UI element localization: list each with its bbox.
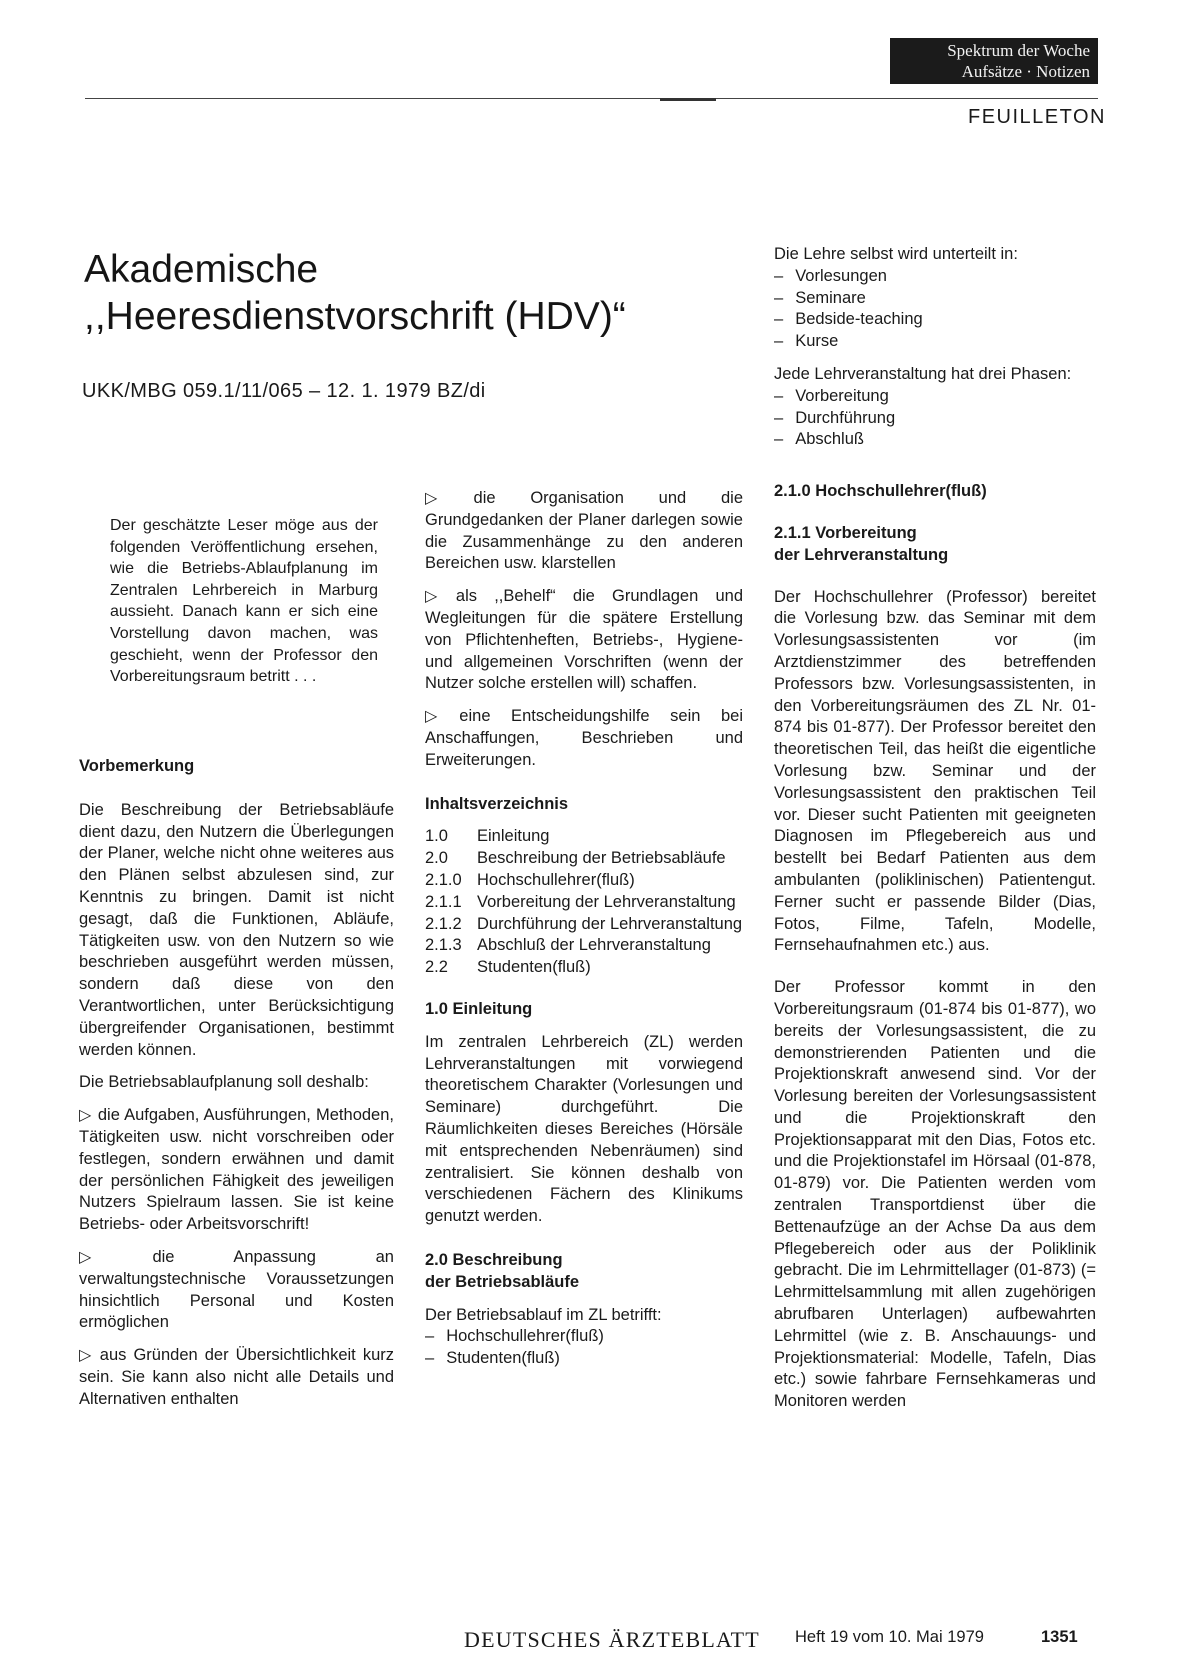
paragraph: Die Lehre selbst wird unterteilt in:	[774, 245, 1018, 263]
toc-entry	[425, 870, 743, 892]
title-line-1: Akademische	[84, 248, 319, 291]
dash-bullet-icon: –	[425, 1349, 435, 1368]
article-title	[84, 246, 626, 340]
toc-text: Studenten(fluß)	[477, 958, 591, 977]
rubric-badge	[890, 38, 1098, 84]
reference-code: UKK/MBG 059.1/11/065 – 12. 1. 1979 BZ/di	[82, 380, 486, 402]
toc-text: Abschluß der Lehrveranstaltung	[477, 936, 711, 955]
toc-number: 2.2	[425, 958, 448, 977]
toc-text: Beschreibung der Betriebsabläufe	[477, 849, 726, 868]
list-item: – Studenten(fluß)	[425, 1349, 560, 1368]
toc-number: 2.1.0	[425, 870, 462, 889]
bullet-item: ▷ als ,,Behelf“ die Grundlagen und Wegleitungen für die spätere Erstellung von Pflichtenheften, Betriebs-, Hygiene- und allgemeinen Vorschriften (wenn der Nutzer solche erstellen will) schaffen.	[425, 587, 744, 693]
list-item: – Kurse	[774, 332, 839, 351]
issue-info: Heft 19 vom 10. Mai 1979	[795, 1628, 984, 1646]
journal-name: DEUTSCHES ÄRZTEBLATT	[464, 1627, 760, 1652]
column-3	[774, 244, 1096, 1413]
triangle-bullet-icon: ▷	[425, 588, 450, 606]
heading-toc: Inhaltsverzeichnis	[425, 794, 569, 813]
title-line-2: ,,Heeresdienstvorschrift (HDV)“	[84, 295, 626, 338]
paragraph: Der Betriebsablauf im ZL betrifft:	[425, 1305, 662, 1324]
paragraph: Jede Lehrveranstaltung hat drei Phasen:	[774, 364, 1072, 383]
dash-bullet-icon: –	[774, 408, 784, 427]
toc-number: 2.1.3	[425, 936, 462, 955]
header-rule	[85, 98, 1098, 99]
heading-hochschullehrer: 2.1.0 Hochschullehrer(fluß)	[774, 482, 987, 501]
rubric-line-1: Spektrum der Woche	[947, 41, 1090, 60]
list-item: – Seminare	[774, 288, 866, 307]
list-item: – Vorlesungen	[774, 266, 887, 285]
dash-list	[774, 386, 1096, 451]
toc-number: 2.1.1	[425, 892, 462, 911]
toc-entry	[425, 892, 743, 914]
dash-list	[425, 1326, 743, 1370]
paragraph: Der Hochschullehrer (Professor) bereitet die Vorlesung bzw. das Seminar mit dem Vorlesungsassistenten vor (im Arztdienstzimmer des betreffenden Professors bzw. Vorlesungsassistenten, in den Vorbereitungsräumen des ZL Nr. 01-874 bis 01-877). Der Professor bereitet den theoretischen Teil, das heißt die eigentliche Vorlesung bzw. Seminar und der Vorlesungsassistent den praktischen Teil vor. Dieser sucht Patienten mit geeigneten Diagnosen im Pflegebereich aus und bestellt bei Bedarf Patienten aus dem ambulanten (poliklinischen) Patientengut. Ferner sucht er passende Bilder (Dias, Fotos, Filme, Tafeln, Modelle, Fernsehaufnahmen etc.) aus.	[774, 587, 1096, 955]
heading-vorbereitung: 2.1.1 Vorbereitung	[774, 523, 917, 542]
dash-bullet-icon: –	[774, 288, 784, 307]
triangle-bullet-icon: ▷	[425, 490, 468, 507]
dash-bullet-icon: –	[774, 430, 784, 449]
list-item: – Bedside-teaching	[774, 310, 923, 329]
toc-entry	[425, 848, 743, 870]
list-item: – Durchführung	[774, 408, 896, 427]
dash-bullet-icon: –	[774, 332, 784, 351]
toc-number: 2.0	[425, 849, 448, 868]
dash-bullet-icon: –	[425, 1327, 435, 1346]
triangle-bullet-icon: ▷	[79, 1347, 94, 1365]
dash-bullet-icon: –	[774, 386, 784, 405]
bullet-item: ▷ eine Entscheidungshilfe sein bei Anschaffungen, Beschrieben und Erweiterungen.	[425, 707, 743, 769]
toc-number: 1.0	[425, 827, 448, 846]
paragraph: Die Betriebsablaufplanung soll deshalb:	[79, 1073, 369, 1092]
bullet-item: ▷ die Organisation und die Grundgedanken der Planer darlegen sowie die Zusammenhänge zu den anderen Bereichen usw. klarstellen	[425, 489, 743, 573]
triangle-bullet-icon: ▷	[425, 708, 454, 726]
toc-number: 2.1.2	[425, 914, 462, 933]
paragraph: Der Professor kommt in den Vorbereitungsraum (01-874 bis 01-877), wo bereits der Vorlesungsassistent, die zu demonstrierenden Patienten und die Projektionskraft anwesend sind. Vor der Vorlesung bereiten der Vorlesungsassistent und die Projektionskraft den Projektionsapparat mit den Dias, Fotos etc. und die Projektionstafel im Hörsaal (01-878, 01-879) vor. Die Patienten werden vom zentralen Transportdienst über die Bettenaufzüge an der Achse Da aus dem Pflegebereich oder aus der Poliklinik gebracht. Die im Lehrmittellager (01-873) (= Lehrmittelsammlung mit allen zugehörigen abrufbaren Unterlagen) aufbewahrten Lehrmittel (wie z. B. Anschauungs- und Projektionsmaterial: Modelle, Tafeln, Dias etc.) sowie fahrbare Fernsehkameras und Monitoren werden	[774, 978, 1096, 1411]
heading-vorbemerkung: Vorbemerkung	[79, 757, 195, 775]
column-1	[79, 756, 394, 1411]
column-2	[425, 488, 743, 1370]
triangle-bullet-icon: ▷	[79, 1107, 92, 1125]
list-item: – Hochschullehrer(fluß)	[425, 1327, 604, 1346]
header-rule-accent	[660, 98, 716, 101]
toc-text: Vorbereitung der Lehrveranstaltung	[477, 892, 736, 911]
heading-beschreibung-2: der Betriebsabläufe	[425, 1272, 580, 1291]
bullet-item: ▷ die Anpassung an verwaltungstechnische Voraussetzungen hinsichtlich Personal und Kosten ermöglichen	[79, 1247, 394, 1332]
toc-text: Hochschullehrer(fluß)	[477, 870, 635, 889]
dash-bullet-icon: –	[774, 266, 784, 285]
rubric-line-2: Aufsätze · Notizen	[961, 62, 1090, 81]
toc-entry	[425, 826, 743, 848]
heading-einleitung: 1.0 Einleitung	[425, 999, 533, 1018]
toc-text: Einleitung	[477, 827, 550, 846]
dash-bullet-icon: –	[774, 310, 784, 329]
bullet-item: ▷ die Aufgaben, Ausführungen, Methoden, Tätigkeiten usw. nicht vorschreiben oder festlegen, sondern erwähnen und damit der persönlichen Fähigkeit des jeweiligen Nutzers Spielraum lassen. Sie ist keine Betriebs- oder Arbeitsvorschrift!	[79, 1106, 394, 1234]
toc-entry	[425, 957, 743, 979]
toc-text: Durchführung der Lehrveranstaltung	[477, 914, 743, 933]
paragraph: Im zentralen Lehrbereich (ZL) werden Lehrveranstaltungen mit vorwiegend theoretischem Charakter (Vorlesungen und Seminare) durchgeführt. Die Räumlichkeiten dieses Bereiches (Hörsäle mit entsprechenden Nebenräumen) sind zentralisiert. Sie können deshalb von verschiedenen Fächern des Klinikums genutzt werden.	[425, 1032, 743, 1226]
page-number: 1351	[1041, 1628, 1078, 1646]
heading-vorbereitung-2: der Lehrveranstaltung	[774, 545, 949, 564]
intro-paragraph: Der geschätzte Leser möge aus der folgenden Veröffentlichung ersehen, wie die Betriebs-Ablaufplanung im Zentralen Lehrbereich in Marburg aussieht. Danach kann er sich eine Vorstellung davon machen, was geschieht, wenn der Professor den Vorbereitungsraum betritt . . .	[110, 517, 378, 686]
paragraph: Die Beschreibung der Betriebsabläufe dient dazu, den Nutzern die Überlegungen der Planer, welche nicht ohne weiteres aus den Plänen selbst abzulesen sind, zur Kenntnis zu bringen. Damit ist nicht gesagt, daß die Funktionen, Abläufe, Tätigkeiten usw. von den Nutzern so wie beschrieben ausgeführt werden müssen, sondern daß diese von den Verantwortlichen, unter Berücksichtigung übergreifender Organisationen, bestimmt werden können.	[79, 800, 394, 1059]
table-of-contents	[425, 826, 743, 979]
section-label: FEUILLETON	[968, 106, 1106, 128]
dash-list	[774, 266, 1096, 353]
heading-beschreibung: 2.0 Beschreibung	[425, 1250, 563, 1269]
toc-entry	[425, 935, 743, 957]
list-item: – Abschluß	[774, 430, 864, 449]
list-item: – Vorbereitung	[774, 386, 889, 405]
bullet-item: ▷ aus Gründen der Übersichtlichkeit kurz sein. Sie kann also nicht alle Details und Alternativen enthalten	[79, 1346, 395, 1408]
triangle-bullet-icon: ▷	[79, 1248, 147, 1266]
toc-entry	[425, 914, 743, 936]
